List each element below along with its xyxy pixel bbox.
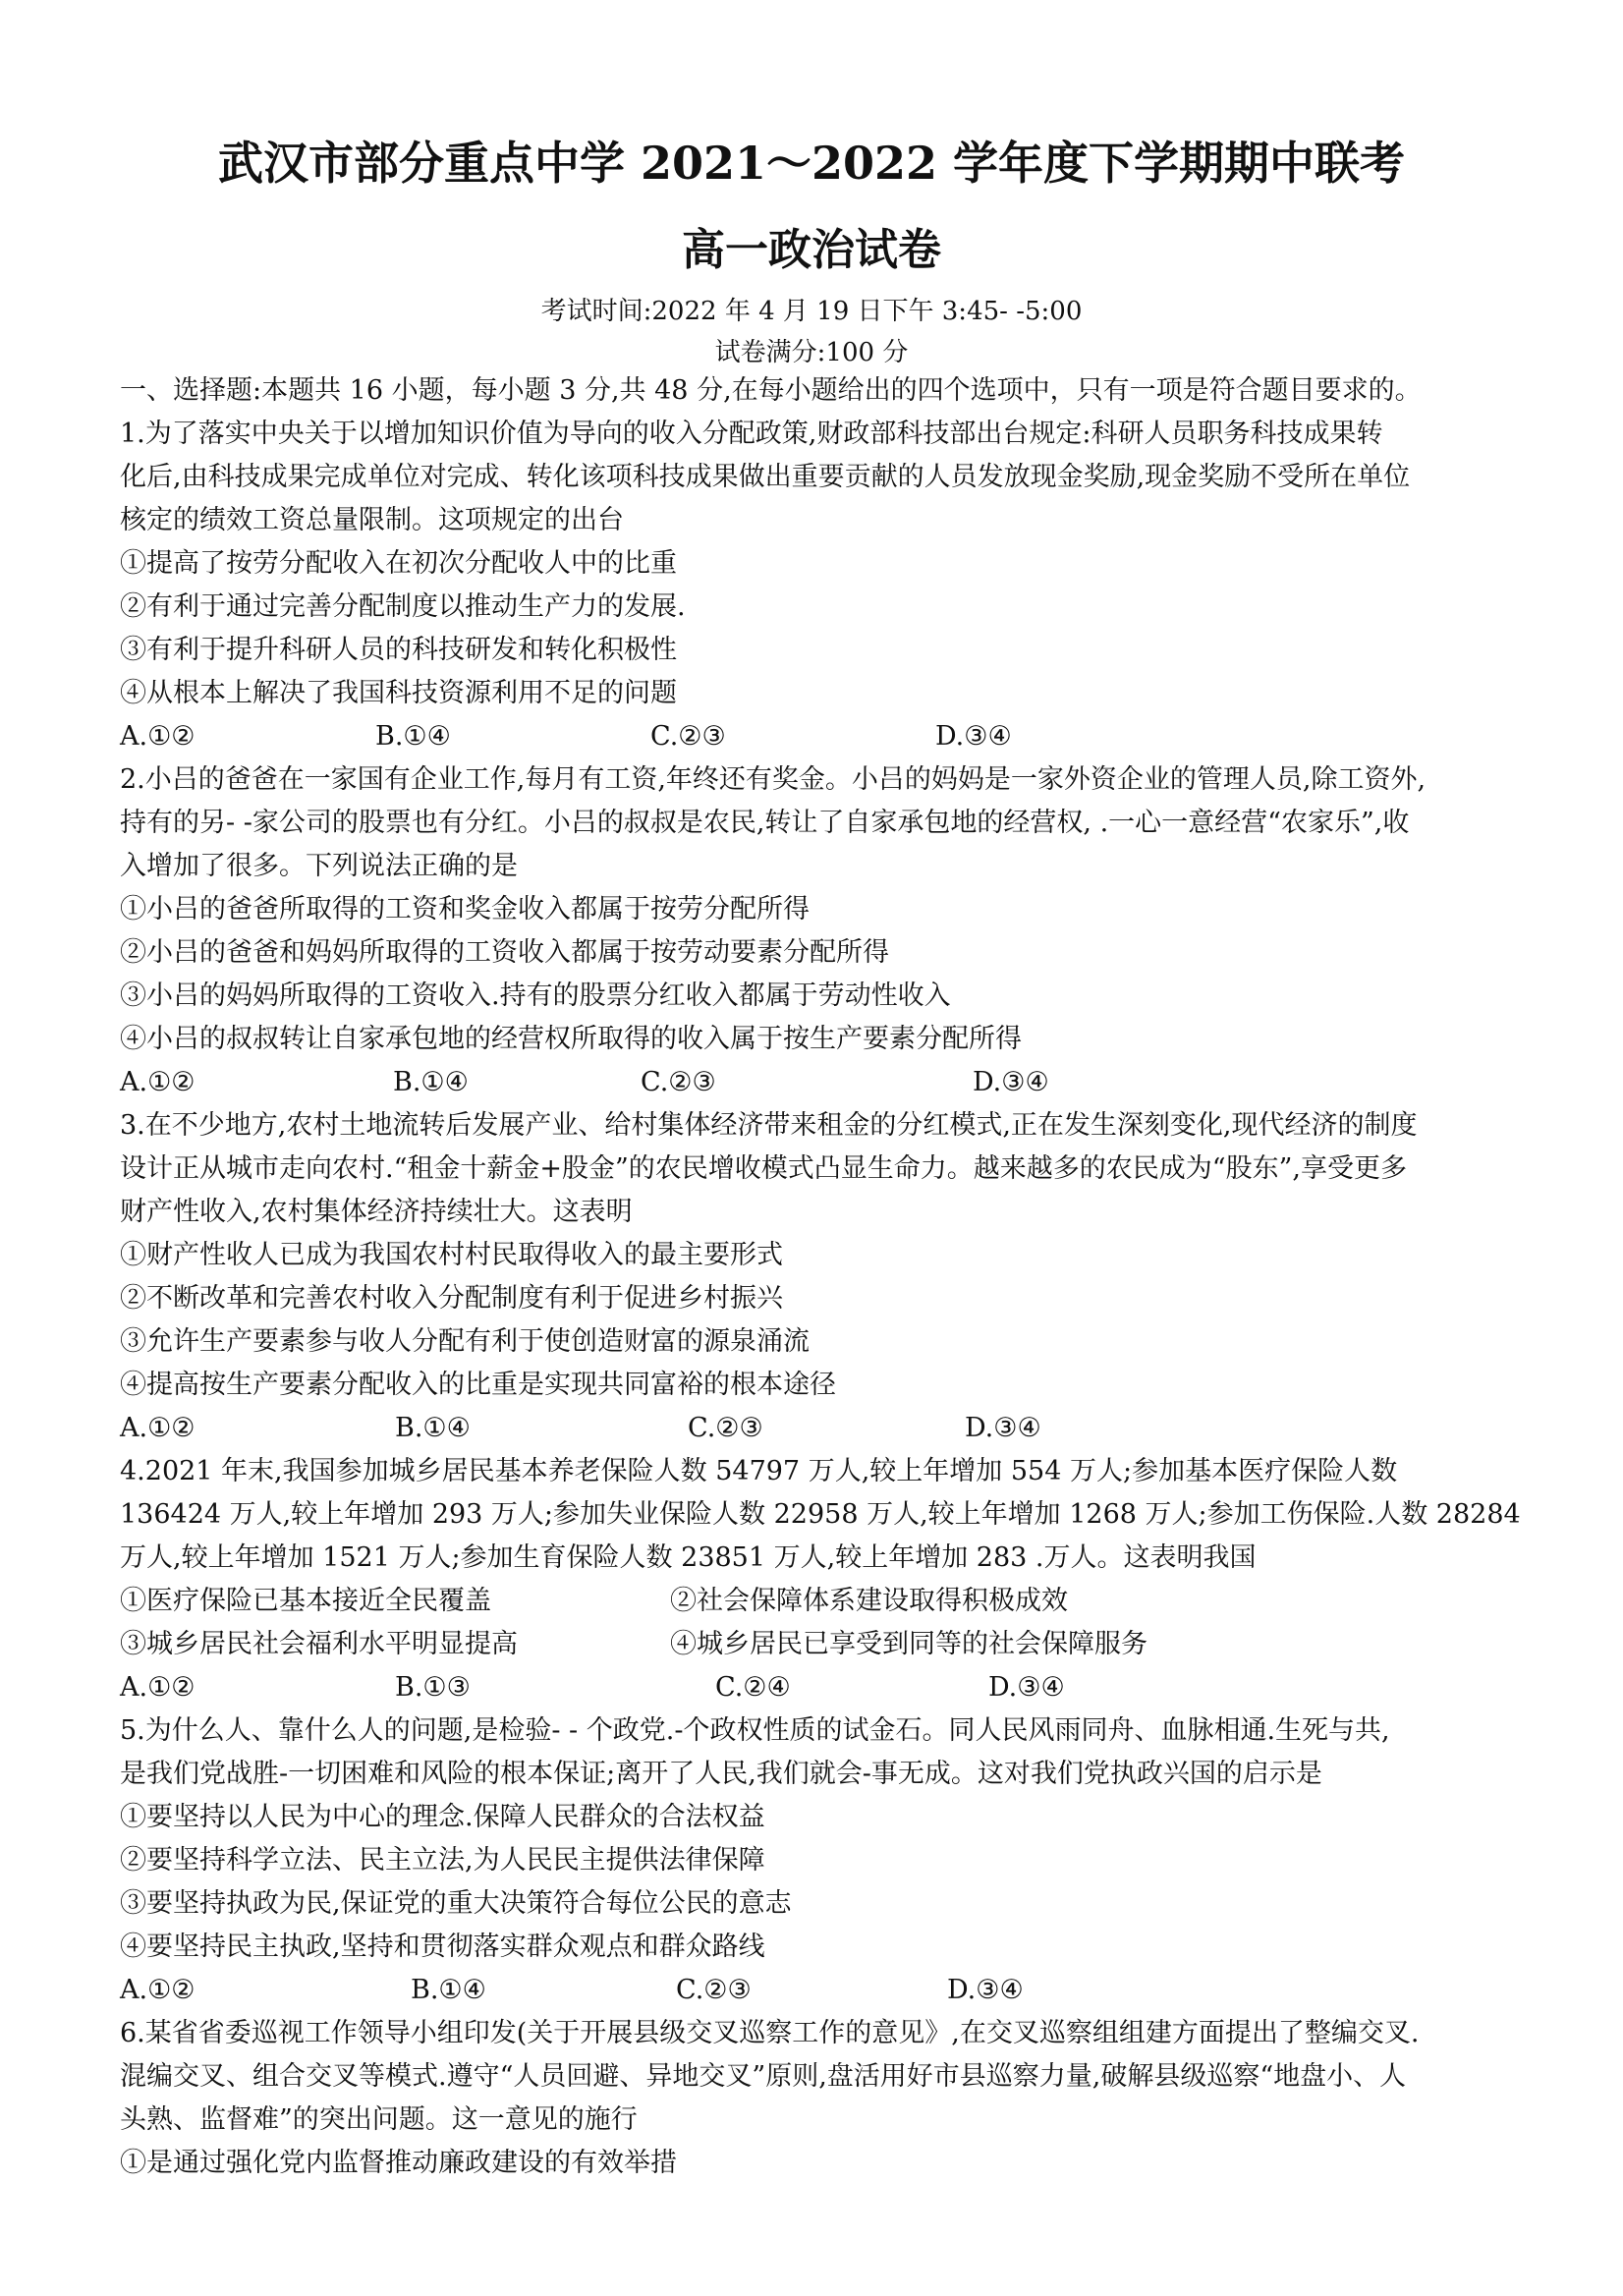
question-3 — [120, 1104, 1515, 1450]
answer-options — [120, 1969, 1515, 2012]
question-stem-line: 核定的绩效工资总量限制。这项规定的出台 — [120, 505, 624, 535]
option-b: B.①④ — [395, 1413, 471, 1443]
statement-item: ④从根本上解决了我国科技资源利用不足的问题 — [120, 678, 677, 708]
statement-item: ④提高按生产要素分配收入的比重是实现共同富裕的根本途径 — [120, 1370, 836, 1400]
option-d: D.③④ — [965, 1413, 1041, 1443]
option-a: A.①② — [120, 1975, 196, 2005]
option-a: A.①② — [120, 1672, 196, 1703]
question-stem-line: 头熟、监督难”的突出问题。这一意见的施行 — [120, 2104, 638, 2135]
option-c: C.②③ — [641, 1067, 716, 1097]
option-a: A.①② — [120, 1413, 196, 1443]
option-d: D.③④ — [947, 1975, 1024, 2005]
statement-item: ①是通过强化党内监督推动廉政建设的有效举措 — [120, 2148, 677, 2178]
question-stem-line: 万人,较上年增加 1521 万人;参加生育保险人数 23851 万人,较上年增加 283 .万人。这表明我国 — [120, 1542, 1257, 1573]
question-stem-line: 6.某省省委巡视工作领导小组印发(关于开展县级交叉巡察工作的意见》,在交叉巡察组组建方面提出了整编交叉. — [120, 2018, 1420, 2048]
question-stem-line: 5.为什么人、靠什么人的问题,是检验- - 个政党.-个政权性质的试金石。同人民风雨同舟、血脉相通.生死与共, — [120, 1715, 1390, 1746]
question-1 — [120, 413, 1515, 758]
option-c: C.②③ — [676, 1975, 752, 2005]
statement-item: ②小吕的爸爸和妈妈所取得的工资收入都属于按劳动要素分配所得 — [120, 937, 889, 968]
question-stem-line: 3.在不少地方,农村土地流转后发展产业、给村集体经济带来租金的分红模式,正在发生深刻变化,现代经济的制度 — [120, 1110, 1418, 1141]
question-stem-line: 2.小吕的爸爸在一家国有企业工作,每月有工资,年终还有奖金。小吕的妈妈是一家外资企业的管理人员,除工资外, — [120, 764, 1427, 795]
question-2 — [120, 758, 1515, 1104]
statement-item: ①财产性收人已成为我国农村村民取得收入的最主要形式 — [120, 1240, 783, 1270]
statement-item: ①要坚持以人民为中心的理念.保障人民群众的合法权益 — [120, 1802, 765, 1832]
option-c: C.②③ — [688, 1413, 763, 1443]
question-stem-line: 1.为了落实中央关于以增加知识价值为导向的收入分配政策,财政部科技部出台规定:科研人员职务科技成果转 — [120, 419, 1383, 449]
option-d: D.③④ — [988, 1672, 1065, 1703]
statement-item: ③允许生产要素参与收人分配有利于使创造财富的源泉涌流 — [120, 1326, 810, 1357]
question-4 — [120, 1450, 1521, 1709]
question-stem-line: 4.2021 年末,我国参加城乡居民基本养老保险人数 54797 万人,较上年增加 554 万人;参加基本医疗保险人数 — [120, 1456, 1398, 1486]
option-d: D.③④ — [973, 1067, 1049, 1097]
option-b: B.①④ — [411, 1975, 486, 2005]
question-stem-line: 财产性收入,农村集体经济持续壮大。这表明 — [120, 1197, 633, 1227]
question-body — [120, 369, 1521, 2185]
statement-item: ④城乡居民已享受到同等的社会保障服务 — [670, 1629, 1147, 1659]
statement-item: ①提高了按劳分配收入在初次分配收人中的比重 — [120, 548, 677, 579]
statement-item: ③要坚持执政为民,保证党的重大决策符合每位公民的意志 — [120, 1888, 792, 1919]
statement-pair — [120, 1623, 1515, 1666]
option-a: A.①② — [120, 1067, 196, 1097]
question-stem-line: 入增加了很多。下列说法正确的是 — [120, 851, 518, 881]
question-stem-line: 是我们党战胜-一切困难和风险的根本保证;离开了人民,我们就会-事无成。这对我们党执政兴国的启示是 — [120, 1759, 1322, 1789]
statement-item: ②不断改革和完善农村收入分配制度有利于促进乡村振兴 — [120, 1283, 783, 1314]
answer-options — [120, 715, 1515, 758]
statement-item: ①医疗保险已基本接近全民覆盖 — [120, 1586, 491, 1616]
statement-item: ②社会保障体系建设取得积极成效 — [670, 1586, 1068, 1616]
option-a: A.①② — [120, 721, 196, 752]
statement-item: ③城乡居民社会福利水平明显提高 — [120, 1629, 518, 1659]
option-b: B.①③ — [395, 1672, 471, 1703]
answer-options — [120, 1061, 1515, 1104]
option-d: D.③④ — [935, 721, 1012, 752]
answer-options — [120, 1666, 1515, 1709]
question-stem-line: 化后,由科技成果完成单位对完成、转化该项科技成果做出重要贡献的人员发放现金奖励,现金奖励不受所在单位 — [120, 462, 1411, 492]
statement-item: ④小吕的叔叔转让自家承包地的经营权所取得的收入属于按生产要素分配所得 — [120, 1024, 1022, 1054]
section-heading: 一、选择题:本题共 16 小题，每小题 3 分,共 48 分,在每小题给出的四个选项中，只有一项是符合题目要求的。 — [120, 375, 1422, 406]
statement-item: ①小吕的爸爸所取得的工资和奖金收入都属于按劳分配所得 — [120, 894, 810, 924]
statement-pair — [120, 1580, 1515, 1623]
statement-item: ②要坚持科学立法、民主立法,为人民民主提供法律保障 — [120, 1845, 765, 1876]
exam-subtitle: 高一政治试卷 — [682, 225, 941, 275]
option-c: C.②③ — [650, 721, 726, 752]
full-score: 试卷满分:100 分 — [714, 338, 909, 367]
question-6 — [120, 2012, 1515, 2185]
question-stem-line: 混编交叉、组合交叉等模式.遵守“人员回避、异地交叉”原则,盘活用好市县巡察力量,破解县级巡察“地盘小、人 — [120, 2061, 1407, 2092]
statement-item: ④要坚持民主执政,坚持和贯彻落实群众观点和群众路线 — [120, 1932, 765, 1962]
option-c: C.②④ — [715, 1672, 791, 1703]
exam-time: 考试时间:2022 年 4 月 19 日下午 3:45- -5:00 — [540, 297, 1083, 326]
question-5 — [120, 1709, 1515, 2012]
question-stem-line: 持有的另- -家公司的股票也有分红。小吕的叔叔是农民,转让了自家承包地的经营权, .一心一意经营“农家乐”,收 — [120, 808, 1410, 838]
statement-item: ②有利于通过完善分配制度以推动生产力的发展. — [120, 591, 686, 622]
question-stem-line: 136424 万人,较上年增加 293 万人;参加失业保险人数 22958 万人,较上年增加 1268 万人;参加工伤保险.人数 28284 — [120, 1499, 1521, 1530]
statement-item: ③小吕的妈妈所取得的工资收入.持有的股票分红收入都属于劳动性收入 — [120, 980, 951, 1011]
statement-item: ③有利于提升科研人员的科技研发和转化积极性 — [120, 635, 677, 665]
option-b: B.①④ — [375, 721, 451, 752]
answer-options — [120, 1407, 1515, 1450]
exam-title: 武汉市部分重点中学 2021～2022 学年度下学期期中联考 — [217, 137, 1406, 190]
question-stem-line: 设计正从城市走向农村.“租金十薪金+股金”的农民增收模式凸显生命力。越来越多的农民成为“股东”,享受更多 — [120, 1153, 1407, 1184]
option-b: B.①④ — [393, 1067, 469, 1097]
